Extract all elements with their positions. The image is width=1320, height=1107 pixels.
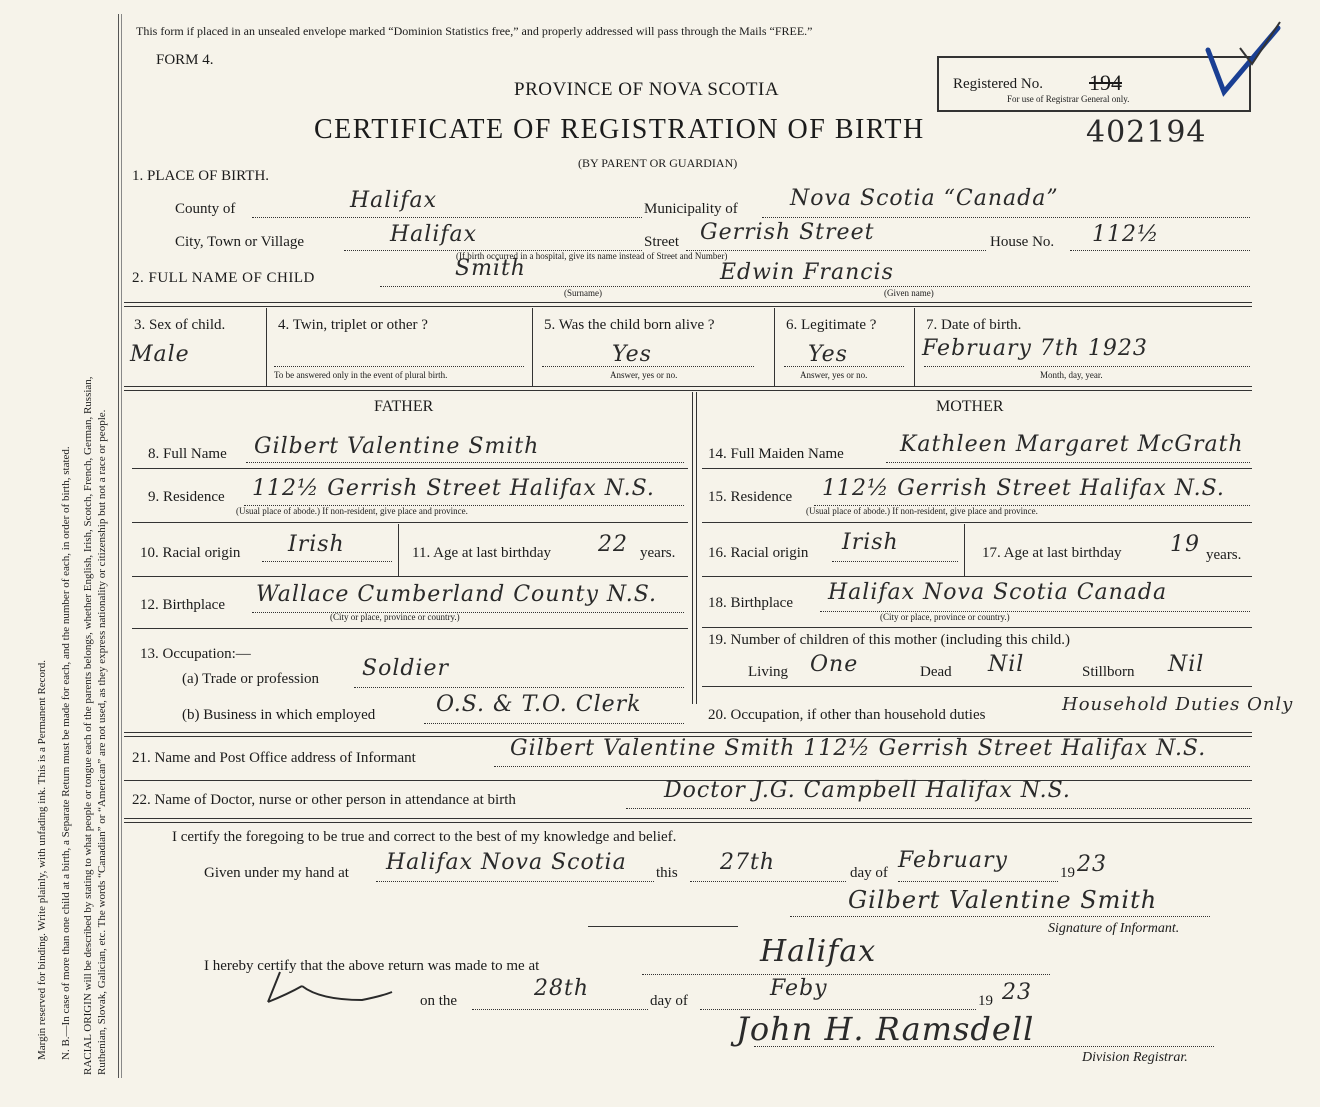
registrar-year-prefix: 19 [978,993,993,1009]
margin-rule [118,14,119,1078]
surname-caption: (Surname) [564,288,602,298]
street-line [686,250,986,251]
mother-age-label: 17. Age at last birthday [982,545,1122,561]
doctor-line [626,808,1250,809]
place-of-birth-heading: 1. PLACE OF BIRTH. [132,168,270,184]
father-birthplace-note: (City or place, province or country.) [330,612,460,622]
father-residence-note: (Usual place of abode.) If non-resident, give place and province. [236,506,468,516]
day-of-label: day of [850,865,888,881]
legitimate-line [784,366,904,367]
father-trade-value: Soldier [362,656,450,681]
mother-age-value: 19 [1170,532,1200,557]
mother-name-value: Kathleen Margaret McGrath [900,432,1244,457]
street-value: Gerrish Street [700,220,875,245]
seal-line [588,926,738,927]
father-residence-label: 9. Residence [148,489,225,505]
city-value: Halifax [390,222,478,247]
father-name-label: 8. Full Name [148,446,227,462]
on-the-label: on the [420,993,458,1009]
dead-value: Nil [988,652,1025,677]
col-divider [964,524,965,576]
twin-label: 4. Twin, triplet or other ? [278,317,428,333]
row-rule [702,686,1252,687]
margin-note-separate-return: N. B.—In case of more than one child at a birth, a Separate Return must be made for each, and the number of each, in order of birth, stated. [60,446,72,1060]
col-divider [266,308,267,386]
mother-name-line [886,462,1250,463]
certification-month-value: February [898,848,1008,873]
city-label: City, Town or Village [175,234,305,250]
child-given-name: Edwin Francis [720,260,894,285]
handwritten-certificate-number: 402194 [1086,115,1207,150]
form-number: FORM 4. [156,52,214,68]
dob-label: 7. Date of birth. [926,317,1022,333]
municipality-label: Municipality of [644,201,738,217]
father-occupation-label: 13. Occupation:— [140,646,251,662]
child-name-label: 2. FULL NAME OF CHILD [132,270,315,286]
father-birthplace-label: 12. Birthplace [140,597,225,613]
given-place-line [376,881,654,882]
informant-line [494,766,1250,767]
margin-note-binding: Margin reserved for binding. Write plainly, with unfading ink. This is a Permanent Record. [36,660,48,1060]
alive-label: 5. Was the child born alive ? [544,317,715,333]
living-value: One [810,652,859,677]
twin-note: To be answered only in the event of plural birth. [274,370,448,380]
legitimate-value: Yes [808,342,848,367]
registered-label: Registered No. [953,76,1043,92]
month-line [898,881,1058,882]
mother-racial-label: 16. Racial origin [708,545,809,561]
certification-statement: I certify the foregoing to be true and correct to the best of my knowledge and belief. [172,829,677,845]
col-divider [774,308,775,386]
binding-margin [0,0,120,1107]
signature-line [790,916,1210,917]
mother-occupation-value: Household Duties Only [1062,694,1294,715]
registrar-signature: John H. Ramsdell [736,1010,1035,1048]
registrar-day-line [472,1009,648,1010]
registrar-scribble [262,966,396,1010]
mother-occupation-label: 20. Occupation, if other than household duties [708,707,986,723]
registrar-statement: I hereby certify that the above return was made to me at [204,958,540,974]
registrar-day-value: 28th [534,976,590,1001]
row-rule [702,522,1252,523]
sex-label: 3. Sex of child. [134,317,226,333]
given-under-label: Given under my hand at [204,865,349,881]
registered-note: For use of Registrar General only. [1007,94,1130,104]
father-age-value: 22 [598,532,628,557]
living-label: Living [748,664,788,680]
registrar-caption: Division Registrar. [1082,1050,1188,1065]
father-birthplace-value: Wallace Cumberland County N.S. [256,582,658,607]
checkmark-icon [1200,20,1290,100]
parent-divider [692,392,693,704]
mother-children-label: 19. Number of children of this mother (including this child.) [708,632,1071,648]
divider [124,818,1252,823]
year-prefix: 19 [1060,865,1075,881]
father-birthplace-line [252,612,684,613]
margin-note-racial-origin-2: Ruthenian, Slovak, Galician, etc. The words “Canadian” or “American” are not used, as they express nationality or citizenship but not a race or people. [96,409,108,1075]
row-rule [132,468,688,469]
doctor-value: Doctor J.G. Campbell Halifax N.S. [664,778,1071,803]
registrar-year-value: 23 [1002,980,1032,1005]
mother-birthplace-note: (City or place, province or country.) [880,612,1010,622]
mother-birthplace-label: 18. Birthplace [708,595,793,611]
father-residence-value: 112½ Gerrish Street Halifax N.S. [252,476,655,501]
margin-note-racial-origin: RACIAL ORIGIN will be described by stating to what people or tongue each of the parents belongs, whether English, Irish, Scotch, French, German, Russian, [82,376,94,1075]
informant-value: Gilbert Valentine Smith 112½ Gerrish Street Halifax N.S. [510,736,1207,761]
mother-heading: MOTHER [936,398,1004,415]
informant-label: 21. Name and Post Office address of Informant [132,750,416,766]
hospital-note: (If birth occurred in a hospital, give its name instead of Street and Number) [456,251,728,261]
mother-name-label: 14. Full Maiden Name [708,446,844,462]
given-place-value: Halifax Nova Scotia [386,850,627,875]
province-heading: PROVINCE OF NOVA SCOTIA [514,79,780,100]
father-business-value: O.S. & T.O. Clerk [436,692,642,717]
father-trade-line [354,687,684,688]
registrar-place-line [642,974,1050,975]
alive-value: Yes [612,342,652,367]
municipality-line [762,217,1250,218]
row-rule [702,576,1252,577]
father-racial-line [262,561,392,562]
county-label: County of [175,201,236,217]
sex-value: Male [130,342,190,367]
registered-number: 194 [1089,70,1122,95]
row-rule [132,522,688,523]
parent-divider-2 [696,392,697,704]
alive-note: Answer, yes or no. [610,370,678,380]
father-racial-value: Irish [288,532,345,557]
house-line [1070,250,1250,251]
father-heading: FATHER [374,398,434,415]
mother-residence-note: (Usual place of abode.) If non-resident, give place and province. [806,506,1038,516]
stillborn-label: Stillborn [1082,664,1135,680]
father-business-line [424,723,684,724]
father-trade-label: (a) Trade or profession [182,671,320,687]
doctor-label: 22. Name of Doctor, nurse or other person in attendance at birth [132,792,516,808]
row-rule [132,576,688,577]
divider [124,386,1252,391]
mother-years-label: years. [1206,547,1242,563]
this-label: this [656,865,678,881]
divider [124,302,1252,307]
row-rule [702,468,1252,469]
mother-residence-label: 15. Residence [708,489,793,505]
legitimate-note: Answer, yes or no. [800,370,868,380]
dob-line [924,366,1250,367]
col-divider [914,308,915,386]
subtitle: (BY PARENT OR GUARDIAN) [578,156,738,170]
informant-signature: Gilbert Valentine Smith [848,886,1158,914]
street-label: Street [644,234,679,250]
margin-rule-2 [121,14,122,1078]
mother-birthplace-value: Halifax Nova Scotia Canada [828,580,1168,605]
certification-year-value: 23 [1077,852,1107,877]
father-age-label: 11. Age at last birthday [412,545,551,561]
row-rule [132,628,688,629]
house-value: 112½ [1092,222,1160,247]
municipality-value: Nova Scotia “Canada” [790,186,1059,211]
mother-racial-value: Irish [842,530,899,555]
child-name-line [380,286,1250,287]
father-name-value: Gilbert Valentine Smith [254,434,540,459]
dob-value: February 7th 1923 [922,336,1148,361]
stillborn-value: Nil [1168,652,1205,677]
county-line [252,217,642,218]
father-business-label: (b) Business in which employed [182,707,376,723]
house-label: House No. [990,234,1055,250]
mother-residence-value: 112½ Gerrish Street Halifax N.S. [822,476,1225,501]
mail-notice: This form if placed in an unsealed envelope marked “Dominion Statistics free,” and properly addressed will pass through the Mails “FREE.” [136,24,813,38]
signature-caption: Signature of Informant. [1048,921,1180,936]
father-racial-label: 10. Racial origin [140,545,241,561]
alive-line [542,366,754,367]
page-title: CERTIFICATE OF REGISTRATION OF BIRTH [314,114,925,145]
registrar-place-value: Halifax [760,934,877,969]
county-value: Halifax [350,188,438,213]
father-years-label: years. [640,545,676,561]
row-rule [702,627,1252,628]
legitimate-label: 6. Legitimate ? [786,317,877,333]
dead-label: Dead [920,664,952,680]
mother-racial-line [832,561,958,562]
given-name-caption: (Given name) [884,288,934,298]
registrar-day-of-label: day of [650,993,688,1009]
twin-line [274,366,524,367]
day-line [690,881,846,882]
certification-day-value: 27th [720,850,776,875]
registrar-month-value: Feby [770,976,828,1001]
father-name-line [246,462,684,463]
col-divider [532,308,533,386]
child-surname: Smith [455,256,526,281]
dob-note: Month, day, year. [1040,370,1103,380]
col-divider [398,524,399,576]
